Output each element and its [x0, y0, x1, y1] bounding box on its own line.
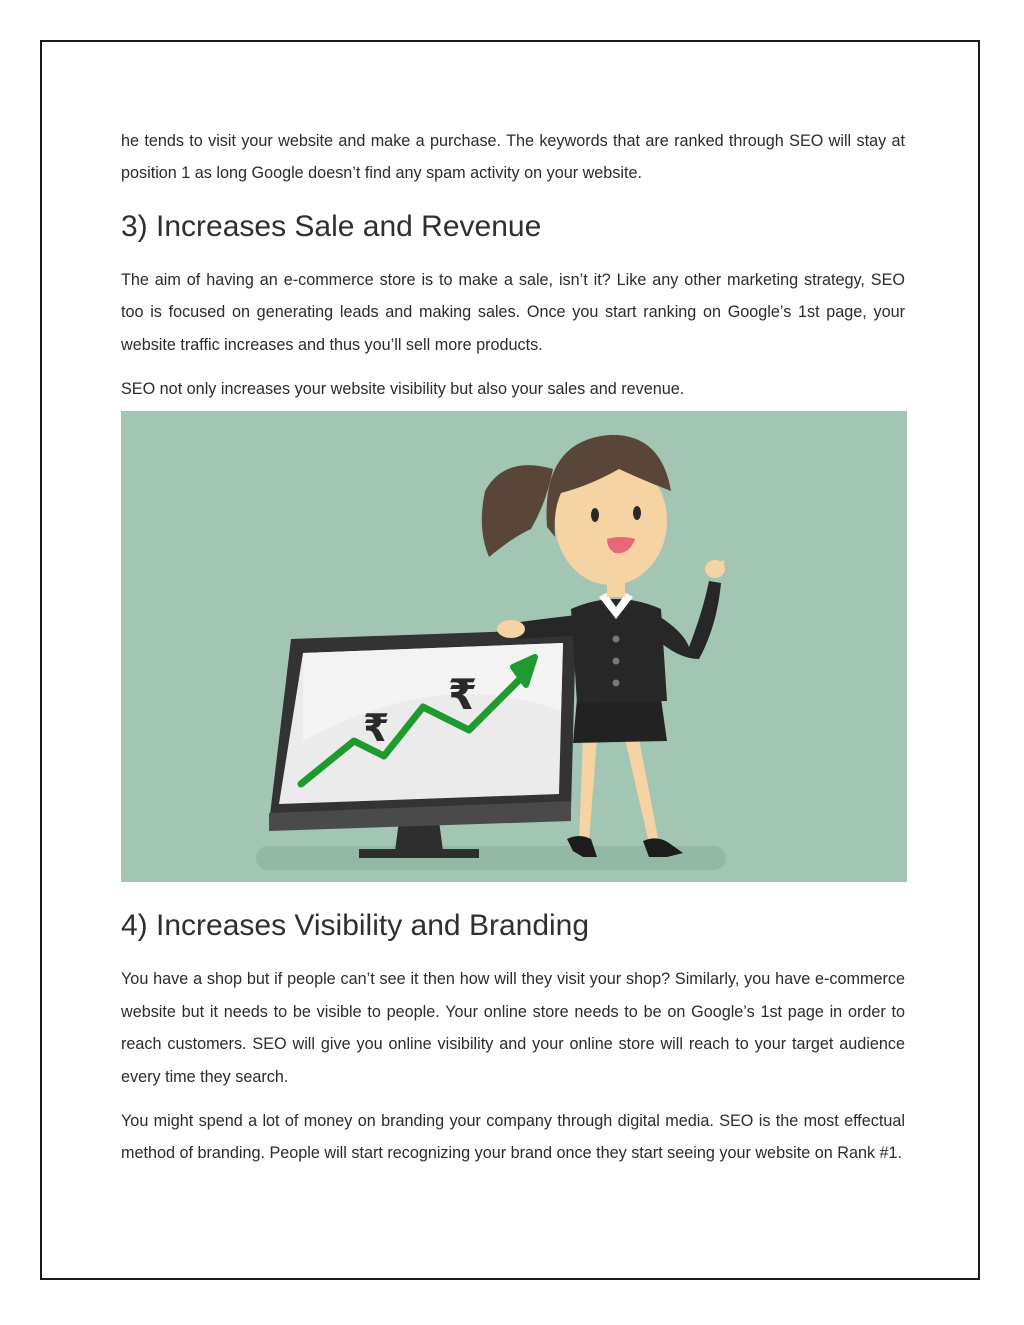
section-heading-sale-revenue: 3) Increases Sale and Revenue [121, 209, 542, 243]
sale-paragraph-2: SEO not only increases your website visibility but also your sales and revenue. [121, 380, 685, 399]
intro-paragraph: he tends to visit your website and make a purchase. The keywords that are ranked through SEO will stay at position 1 as long Google doesn’t find any spam activity on your website. [121, 132, 905, 183]
section-heading-visibility-branding: 4) Increases Visibility and Branding [121, 909, 590, 943]
woman-hand-left [497, 620, 525, 638]
sales-growth-illustration [121, 411, 907, 882]
woman-skirt [573, 699, 667, 743]
jacket-button-2 [613, 658, 620, 665]
woman-eye-left [591, 508, 599, 522]
visibility-paragraph-1: You have a shop but if people can’t see it then how will they visit your shop? Similarly, you have e-commerce website but it needs to be visible to people. Your online store needs to be on Google’s 1st page in order to reach customers. SEO will give you online visibility and your online store will reach to your target audience every time they search. [121, 970, 905, 1086]
monitor-stand-base [359, 849, 479, 858]
document-content [121, 125, 905, 1170]
rupee-icon-1: ₹ [363, 706, 390, 751]
sale-paragraph-1: The aim of having an e-commerce store is to make a sale, isn’t it? Like any other marketing strategy, SEO too is focused on generating leads and making sales. Once you start ranking on Google’s 1st page, your website traffic increases and thus you’ll sell more products. [121, 270, 905, 354]
visibility-paragraph-2: You might spend a lot of money on branding your company through digital media. SEO is the most effectual method of branding. People will start recognizing your brand once they start seeing your website on Rank #1. [121, 1112, 905, 1163]
jacket-button-3 [613, 680, 620, 687]
woman-eye-right [633, 506, 641, 520]
jacket-button-1 [613, 636, 620, 643]
rupee-icon-2: ₹ [448, 670, 478, 720]
